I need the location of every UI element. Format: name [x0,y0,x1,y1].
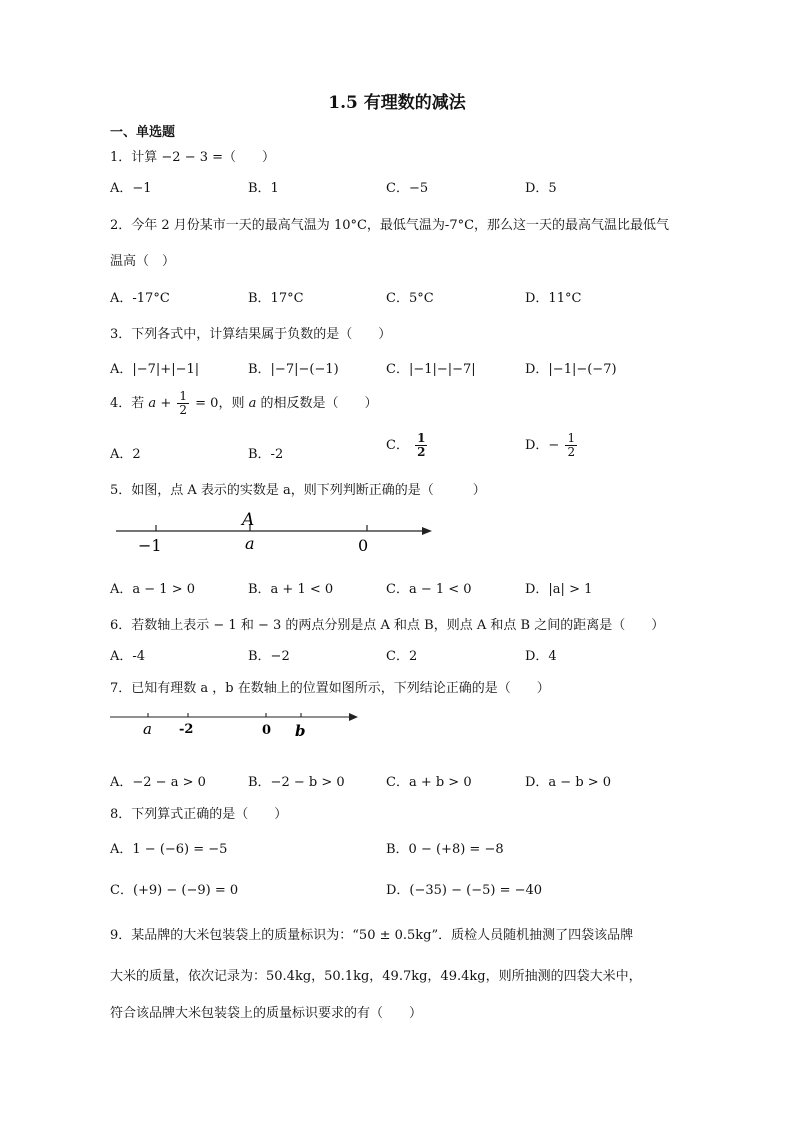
question-4-stem-middle: = 0，则 [195,396,245,411]
question-1-option-d: D．5 [525,181,557,196]
question-3-stem: 3．下列各式中，计算结果属于负数的是（ ） [110,327,392,342]
question-5-option-b: B．a + 1 < 0 [248,582,334,597]
question-5-option-d: D．|a| > 1 [525,582,593,597]
question-5-stem: 5．如图，点 A 表示的实数是 a，则下列判断正确的是（ ） [110,483,486,498]
number-line-arrowhead [422,527,432,535]
question-4-option-d-denominator: 2 [567,445,576,459]
question-3-option-c: C．|−1|−|−7| [386,362,476,377]
question-6-option-d: D．4 [525,649,557,664]
label-zero: 0 [358,536,369,555]
question-7-option-d: D．a − b > 0 [525,775,612,790]
question-9-line3: 符合该品牌大米包装袋上的质量标识要求的有（ ） [110,1006,423,1021]
question-4-plus: + [160,396,172,411]
question-4-stem [110,390,378,417]
question-3-option-b: B．|−7|−(−1) [248,362,339,377]
label-neg2: -2 [179,722,194,737]
question-8-option-c: C．(+9) − (−9) = 0 [110,883,239,898]
question-2-option-b: B．17°C [248,291,304,306]
label-a: a [143,720,152,738]
question-4-fraction-denominator: 2 [179,403,188,417]
question-4-fraction [177,390,189,417]
question-7-option-b: B．−2 − b > 0 [248,775,345,790]
question-6-option-a: A．-4 [110,649,146,664]
question-1-stem: 1．计算 −2 − 3 =（ ） [110,150,276,165]
question-2-stem-line1: 2．今年 2 月份某市一天的最高气温为 10°C，最低气温为-7°C，那么这一天的最高气温比最低气 [110,218,670,233]
question-5-option-c: C．a − 1 < 0 [386,582,472,597]
label-point-a: A [242,510,255,530]
label-b: b [295,722,306,740]
question-6-option-b: B．−2 [248,649,290,664]
question-4-option-b: B．-2 [248,447,284,462]
question-3-option-a: A．|−7|+|−1| [110,362,200,377]
question-4-fraction-numerator: 1 [179,389,188,403]
label-a: a [245,534,255,553]
question-4-option-d-numerator: 1 [567,431,576,445]
question-2-option-c: C．5°C [386,291,434,306]
question-4-option-c-numerator: 1 [417,431,426,445]
question-4-option-d-prefix: D．− [525,438,560,453]
question-4-option-c-fraction [415,432,427,459]
label-neg1: −1 [138,536,162,555]
question-2-option-a: A．-17°C [110,291,170,306]
question-4-option-c-prefix: C． [386,438,409,453]
question-7-option-a: A．−2 − a > 0 [110,775,206,790]
question-4-option-a: A．2 [110,447,141,462]
page-title: 1.5 有理数的减法 [328,93,466,113]
question-4-option-c-denominator: 2 [417,445,426,459]
question-8-option-a: A．1 − (−6) = −5 [110,842,228,857]
question-7-stem: 7．已知有理数 a ，b 在数轴上的位置如图所示，下列结论正确的是（ ） [110,681,550,696]
question-9-line2: 大米的质量，依次记录为：50.4kg，50.1kg，49.7kg，49.4kg，则所抽测的四袋大米中， [110,969,642,984]
question-7-option-c: C．a + b > 0 [386,775,472,790]
question-8-stem: 8．下列算式正确的是（ ） [110,807,288,822]
question-4-option-d [525,432,579,459]
question-8-option-b: B．0 − (+8) = −8 [386,842,504,857]
question-1-option-b: B．1 [248,181,279,196]
number-line-arrowhead [349,713,358,721]
question-4-option-d-fraction [565,432,577,459]
question-4-stem-end: 的相反数是（ ） [260,396,378,411]
label-zero: 0 [262,723,272,738]
question-3-option-d: D．|−1|−(−7) [525,362,617,377]
question-4-variable-a-2: a [248,396,257,411]
question-2-stem-line2: 温高（ ） [110,254,176,269]
question-4-variable-a: a [148,396,157,411]
question-8-option-d: D．(−35) − (−5) = −40 [386,883,543,898]
question-5-number-line [110,505,440,557]
question-1-option-c: C．−5 [386,181,429,196]
question-4-stem-prefix: 4．若 [110,396,145,411]
question-4-option-c [386,432,429,459]
question-1-option-a: A．−1 [110,181,152,196]
question-9-line1: 9．某品牌的大米包装袋上的质量标识为：“50 ± 0.5kg”．质检人员随机抽测了四袋该品牌 [110,928,634,943]
question-6-stem: 6．若数轴上表示 − 1 和 − 3 的两点分别是点 A 和点 B，则点 A 和点 B 之间的距离是（ ） [110,618,665,633]
question-5-option-a: A．a − 1 > 0 [110,582,195,597]
question-2-option-d: D．11°C [525,291,582,306]
question-6-option-c: C．2 [386,649,418,664]
section-heading: 一、单选题 [110,125,176,140]
question-7-number-line [108,706,363,744]
